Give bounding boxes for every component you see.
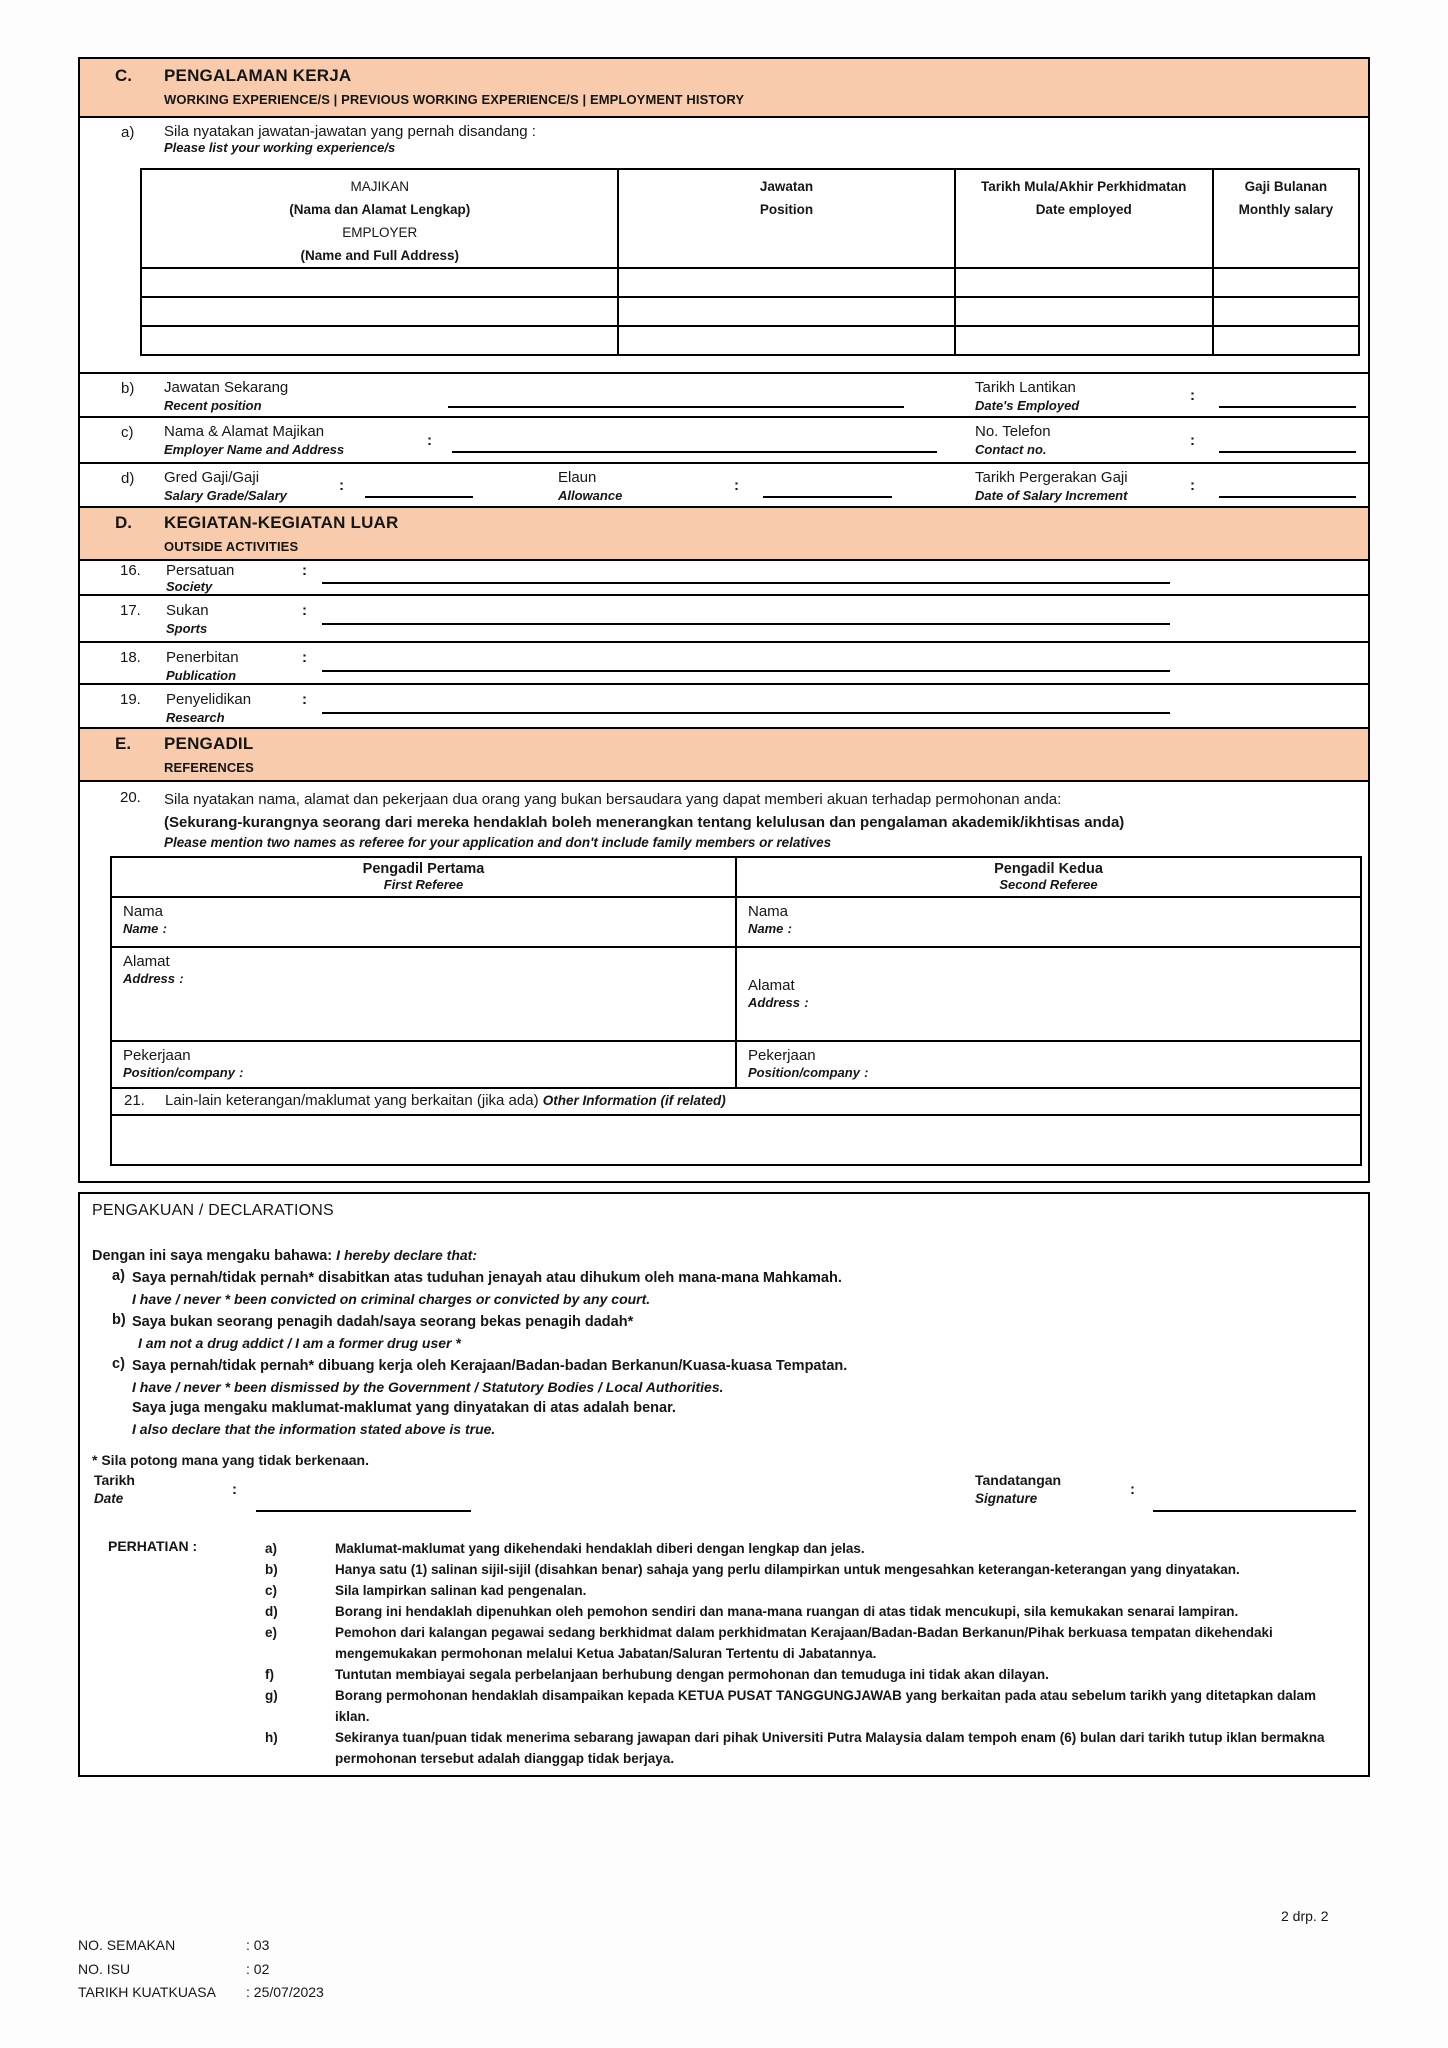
perhatian-b-letter: b) bbox=[265, 1562, 278, 1577]
strike-out-footnote: * Sila potong mana yang tidak berkenaan. bbox=[92, 1452, 369, 1468]
work-exp-cell-employer[interactable] bbox=[141, 326, 618, 355]
item-d-letter: d) bbox=[121, 470, 135, 487]
second-referee-occupation-cell[interactable]: Pekerjaan Position/company : bbox=[736, 1041, 1361, 1088]
colon: : bbox=[302, 602, 307, 619]
col-header-employer: MAJIKAN (Nama dan Alamat Lengkap) EMPLOYER (Name and Full Address) bbox=[141, 169, 618, 268]
item-20-line1: Sila nyatakan nama, alamat dan pekerjaan dua orang yang bukan bersaudara yang dapat memberi akuan terhadap permohonan anda: bbox=[164, 791, 1062, 808]
referee-header-row bbox=[111, 857, 1361, 897]
row-recent-position bbox=[80, 372, 1368, 416]
declaration-c-extra: Saya juga mengaku maklumat-maklumat yang dinyatakan di atas adalah benar. bbox=[132, 1400, 676, 1416]
row-persatuan bbox=[80, 561, 1368, 594]
no-isu-label: NO. ISU bbox=[78, 1960, 131, 1977]
no-semakan-value: : 03 bbox=[246, 1937, 270, 1953]
declarations-title: PENGAKUAN / DECLARATIONS bbox=[92, 1202, 334, 1219]
work-exp-cell-salary[interactable] bbox=[1213, 326, 1359, 355]
row-penyelidikan bbox=[80, 683, 1368, 727]
footer-row-semakan bbox=[78, 1934, 324, 1958]
perhatian-item-d bbox=[265, 1601, 1345, 1622]
other-information-input-area[interactable] bbox=[112, 1116, 1360, 1164]
working-experience-block bbox=[80, 118, 1368, 372]
recent-position-line[interactable] bbox=[448, 406, 904, 408]
referee-occupation-row bbox=[111, 1041, 1361, 1088]
declaration-item-a bbox=[80, 1268, 1360, 1310]
perhatian-g-letter: g) bbox=[265, 1688, 278, 1703]
contact-no-label-en: Contact no. bbox=[975, 442, 1047, 457]
perhatian-item-b bbox=[265, 1559, 1345, 1580]
declaration-b-text-en: I am not a drug addict / I am a former drug user * bbox=[138, 1335, 461, 1351]
penyelidikan-line[interactable] bbox=[322, 712, 1170, 714]
penerbitan-line[interactable] bbox=[322, 670, 1170, 672]
first-referee-address-cell[interactable]: Alamat Address : bbox=[111, 947, 736, 1041]
perhatian-item-f bbox=[265, 1664, 1345, 1685]
item-a-text-en: Please list your working experience/s bbox=[164, 140, 396, 155]
row-penerbitan bbox=[80, 641, 1368, 683]
salary-grade-label-en: Salary Grade/Salary bbox=[164, 488, 287, 503]
item-18-number: 18. bbox=[120, 649, 141, 666]
work-exp-cell-employer[interactable] bbox=[141, 297, 618, 326]
persatuan-label: Persatuan bbox=[166, 562, 235, 579]
main-form-box bbox=[78, 57, 1370, 1183]
recent-position-label-en: Recent position bbox=[164, 398, 262, 413]
work-experience-row bbox=[141, 326, 1359, 355]
section-c-title: PENGALAMAN KERJA bbox=[164, 66, 352, 85]
referee-name-row bbox=[111, 897, 1361, 947]
work-exp-cell-position[interactable] bbox=[618, 297, 954, 326]
section-c-subtitle: WORKING EXPERIENCE/S | PREVIOUS WORKING EXPERIENCE/S | EMPLOYMENT HISTORY bbox=[164, 92, 745, 107]
perhatian-label: PERHATIAN : bbox=[108, 1538, 198, 1554]
employer-name-label: Nama & Alamat Majikan bbox=[164, 423, 325, 440]
row-salary-grade bbox=[80, 462, 1368, 506]
work-exp-cell-date[interactable] bbox=[955, 297, 1213, 326]
no-semakan-label: NO. SEMAKAN bbox=[78, 1937, 176, 1953]
second-referee-header: Pengadil Kedua Second Referee bbox=[736, 857, 1361, 897]
col-header-monthly-salary: Gaji Bulanan Monthly salary bbox=[1213, 169, 1359, 268]
col-header-position: Jawatan Position bbox=[618, 169, 954, 268]
declaration-a-letter: a) bbox=[112, 1268, 125, 1284]
declaration-b-text: Saya bukan seorang penagih dadah/saya seorang bekas penagih dadah* bbox=[132, 1314, 634, 1330]
colon: : bbox=[427, 432, 432, 449]
perhatian-b-text: Hanya satu (1) salinan sijil-sijil (disahkan benar) sahaja yang perlu dilampirkan untuk mengesahkan keterangan-keterangan yang dinyatakan. bbox=[335, 1562, 1240, 1577]
colon: : bbox=[734, 477, 739, 494]
colon: : bbox=[302, 562, 307, 579]
declaration-c-text: Saya pernah/tidak pernah* dibuang kerja oleh Kerajaan/Badan-badan Berkanun/Kuasa-kuasa Tempatan. bbox=[132, 1358, 848, 1374]
item-a-letter: a) bbox=[121, 124, 135, 141]
item-20-line2: (Sekurang-kurangnya seorang dari mereka hendaklah boleh menerangkan tentang kelulusan dan pengalaman akademik/ikhtisas anda) bbox=[164, 814, 1125, 831]
second-referee-name-cell[interactable]: Nama Name : bbox=[736, 897, 1361, 947]
item-21-text: Lain-lain keterangan/maklumat yang berkaitan (jika ada) bbox=[165, 1092, 539, 1109]
penerbitan-label-en: Publication bbox=[166, 668, 237, 683]
work-exp-cell-position[interactable] bbox=[618, 268, 954, 297]
perhatian-item-a bbox=[265, 1538, 1345, 1559]
work-exp-cell-position[interactable] bbox=[618, 326, 954, 355]
perhatian-c-text: Sila lampirkan salinan kad pengenalan. bbox=[335, 1583, 587, 1598]
perhatian-e-text: Pemohon dari kalangan pegawai sedang berkhidmat dalam perkhidmatan Kerajaan/Badan-Badan Berkanun/Pihak berkuasa tempatan dikehendaki mengemukakan permohonan melalui Ketua Jabatan/Saluran Tertentu di Jabatannya. bbox=[335, 1625, 1273, 1661]
declaration-item-b bbox=[80, 1312, 1360, 1354]
first-referee-name-cell[interactable]: Nama Name : bbox=[111, 897, 736, 947]
perhatian-a-letter: a) bbox=[265, 1541, 278, 1556]
salary-increment-line[interactable] bbox=[1219, 496, 1356, 498]
work-exp-cell-salary[interactable] bbox=[1213, 297, 1359, 326]
item-21-block bbox=[110, 1087, 1362, 1166]
colon: : bbox=[1190, 477, 1195, 494]
second-referee-address-cell[interactable]: Alamat Address : bbox=[736, 947, 1361, 1041]
item-20-block bbox=[80, 782, 1368, 856]
first-referee-occupation-cell[interactable]: Pekerjaan Position/company : bbox=[111, 1041, 736, 1088]
referee-table bbox=[110, 856, 1362, 1089]
contact-no-line[interactable] bbox=[1219, 451, 1356, 453]
salary-increment-label-en: Date of Salary Increment bbox=[975, 488, 1128, 503]
work-experience-row bbox=[141, 297, 1359, 326]
section-c-letter: C. bbox=[115, 66, 132, 85]
colon: : bbox=[302, 649, 307, 666]
perhatian-d-text: Borang ini hendaklah dipenuhkan oleh pemohon sendiri dan mana-mana ruangan di atas tidak mencukupi, sila kemukakan senarai lampiran. bbox=[335, 1604, 1239, 1619]
colon: : bbox=[1130, 1481, 1135, 1498]
recent-position-label: Jawatan Sekarang bbox=[164, 379, 289, 396]
date-line[interactable] bbox=[256, 1510, 471, 1512]
work-exp-cell-date[interactable] bbox=[955, 268, 1213, 297]
penyelidikan-label-en: Research bbox=[166, 710, 225, 725]
perhatian-item-e bbox=[265, 1622, 1345, 1664]
section-d-title: KEGIATAN-KEGIATAN LUAR bbox=[164, 513, 399, 532]
item-b-letter: b) bbox=[121, 380, 135, 397]
sukan-line[interactable] bbox=[322, 623, 1170, 625]
perhatian-section bbox=[80, 1538, 1368, 1769]
sukan-label: Sukan bbox=[166, 602, 209, 619]
penerbitan-label: Penerbitan bbox=[166, 649, 239, 666]
colon: : bbox=[1190, 387, 1195, 404]
contact-no-label: No. Telefon bbox=[975, 423, 1051, 440]
section-e-subtitle: REFERENCES bbox=[164, 760, 254, 775]
employer-name-label-en: Employer Name and Address bbox=[164, 442, 345, 457]
perhatian-f-text: Tuntutan membiayai segala perbelanjaan berhubung dengan permohonan dan temuduga ini tidak akan dilayan. bbox=[335, 1667, 1049, 1682]
work-experience-table bbox=[140, 168, 1360, 356]
col-header-date-employed: Tarikh Mula/Akhir Perkhidmatan Date employed bbox=[955, 169, 1213, 268]
date-employed-label: Tarikh Lantikan bbox=[975, 379, 1076, 396]
item-20-number: 20. bbox=[120, 789, 141, 806]
salary-grade-line[interactable] bbox=[365, 496, 473, 498]
declaration-b-letter: b) bbox=[112, 1312, 126, 1328]
colon: : bbox=[1190, 432, 1195, 449]
item-17-number: 17. bbox=[120, 602, 141, 619]
perhatian-h-letter: h) bbox=[265, 1730, 278, 1745]
persatuan-line[interactable] bbox=[322, 582, 1170, 584]
perhatian-d-letter: d) bbox=[265, 1604, 278, 1619]
section-c-header bbox=[80, 59, 1368, 118]
section-d-header bbox=[80, 506, 1368, 561]
perhatian-item-g bbox=[265, 1685, 1345, 1727]
declarations-intro: Dengan ini saya mengaku bahawa: I hereby declare that: bbox=[92, 1247, 477, 1264]
document-control-footer bbox=[78, 1934, 324, 2005]
allowance-line[interactable] bbox=[763, 496, 892, 498]
declaration-a-text: Saya pernah/tidak pernah* disabitkan atas tuduhan jenayah atau dihukum oleh mana-mana Mahkamah. bbox=[132, 1270, 842, 1286]
perhatian-h-text: Sekiranya tuan/puan tidak menerima sebarang jawapan dari pihak Universiti Putra Malaysia dalam tempoh enam (6) bulan dari tarikh tutup iklan bermakna permohonan tersebut adalah dianggap tidak berjaya. bbox=[335, 1730, 1325, 1766]
page-number: 2 drp. 2 bbox=[1281, 1908, 1329, 1924]
salary-grade-label: Gred Gaji/Gaji bbox=[164, 469, 260, 486]
perhatian-g-text: Borang permohonan hendaklah disampaikan kepada KETUA PUSAT TANGGUNGJAWAB yang berkaitan pada atau sebelum tarikh yang ditetapkan dalam iklan. bbox=[335, 1688, 1316, 1724]
item-c-letter: c) bbox=[121, 424, 134, 441]
item-19-number: 19. bbox=[120, 691, 141, 708]
declaration-c-extra-en: I also declare that the information stated above is true. bbox=[132, 1421, 496, 1437]
tarikh-kuatkuasa-value: : 25/07/2023 bbox=[246, 1984, 324, 2000]
declaration-item-c bbox=[80, 1356, 1360, 1440]
section-d-subtitle: OUTSIDE ACTIVITIES bbox=[164, 539, 299, 554]
penyelidikan-label: Penyelidikan bbox=[166, 691, 252, 708]
sukan-label-en: Sports bbox=[166, 621, 208, 636]
row-employer-name bbox=[80, 416, 1368, 462]
footer-row-isu bbox=[78, 1958, 324, 1982]
colon: : bbox=[232, 1481, 237, 1498]
perhatian-e-letter: e) bbox=[265, 1625, 278, 1640]
date-label: Date bbox=[94, 1491, 124, 1506]
item-a-text: Sila nyatakan jawatan-jawatan yang pernah disandang : bbox=[164, 123, 536, 140]
work-exp-cell-employer[interactable] bbox=[141, 268, 618, 297]
declarations-box bbox=[78, 1192, 1370, 1777]
employer-name-line[interactable] bbox=[452, 451, 937, 453]
declaration-items bbox=[80, 1268, 1360, 1442]
item-21-text-en: Other Information (if related) bbox=[542, 1093, 726, 1108]
referee-address-row bbox=[111, 947, 1361, 1041]
salary-increment-label: Tarikh Pergerakan Gaji bbox=[975, 469, 1128, 486]
section-d-letter: D. bbox=[115, 513, 132, 532]
work-exp-cell-salary[interactable] bbox=[1213, 268, 1359, 297]
allowance-label: Elaun bbox=[558, 469, 597, 486]
perhatian-a-text: Maklumat-maklumat yang dikehendaki hendaklah diberi dengan lengkap dan jelas. bbox=[335, 1541, 865, 1556]
date-employed-line[interactable] bbox=[1219, 406, 1356, 408]
date-employed-label-en: Date's Employed bbox=[975, 398, 1080, 413]
declaration-c-letter: c) bbox=[112, 1356, 125, 1372]
signature-line[interactable] bbox=[1153, 1510, 1356, 1512]
perhatian-items bbox=[265, 1538, 1345, 1769]
item-20-line3: Please mention two names as referee for your application and don't include family members or relatives bbox=[164, 835, 832, 850]
declaration-a-text-en: I have / never * been convicted on criminal charges or convicted by any court. bbox=[132, 1291, 651, 1307]
first-referee-header: Pengadil Pertama First Referee bbox=[111, 857, 736, 897]
perhatian-f-letter: f) bbox=[265, 1667, 274, 1682]
footer-row-kuatkuasa bbox=[78, 1981, 324, 2005]
item-21-label bbox=[112, 1089, 1360, 1116]
declaration-c-text-en: I have / never * been dismissed by the Government / Statutory Bodies / Local Authorities. bbox=[132, 1379, 724, 1395]
persatuan-label-en: Society bbox=[166, 579, 213, 594]
perhatian-c-letter: c) bbox=[265, 1583, 278, 1598]
no-isu-value: : 02 bbox=[246, 1960, 270, 1977]
section-e-title: PENGADIL bbox=[164, 734, 254, 753]
colon: : bbox=[302, 691, 307, 708]
item-21-number: 21. bbox=[124, 1092, 145, 1109]
row-sukan bbox=[80, 594, 1368, 641]
perhatian-item-c bbox=[265, 1580, 1345, 1601]
tandatangan-label: Tandatangan bbox=[975, 1472, 1062, 1488]
colon: : bbox=[339, 477, 344, 494]
signature-label: Signature bbox=[975, 1491, 1038, 1506]
work-experience-header-row bbox=[141, 169, 1359, 268]
date-signature-row bbox=[80, 1470, 1368, 1516]
tarikh-label: Tarikh bbox=[94, 1472, 135, 1488]
work-experience-row bbox=[141, 268, 1359, 297]
perhatian-item-h bbox=[265, 1727, 1345, 1769]
section-e-letter: E. bbox=[115, 734, 132, 753]
item-16-number: 16. bbox=[120, 562, 141, 579]
section-e-header bbox=[80, 727, 1368, 782]
allowance-label-en: Allowance bbox=[558, 488, 623, 503]
work-exp-cell-date[interactable] bbox=[955, 326, 1213, 355]
tarikh-kuatkuasa-label: TARIKH KUATKUASA bbox=[78, 1984, 216, 2000]
